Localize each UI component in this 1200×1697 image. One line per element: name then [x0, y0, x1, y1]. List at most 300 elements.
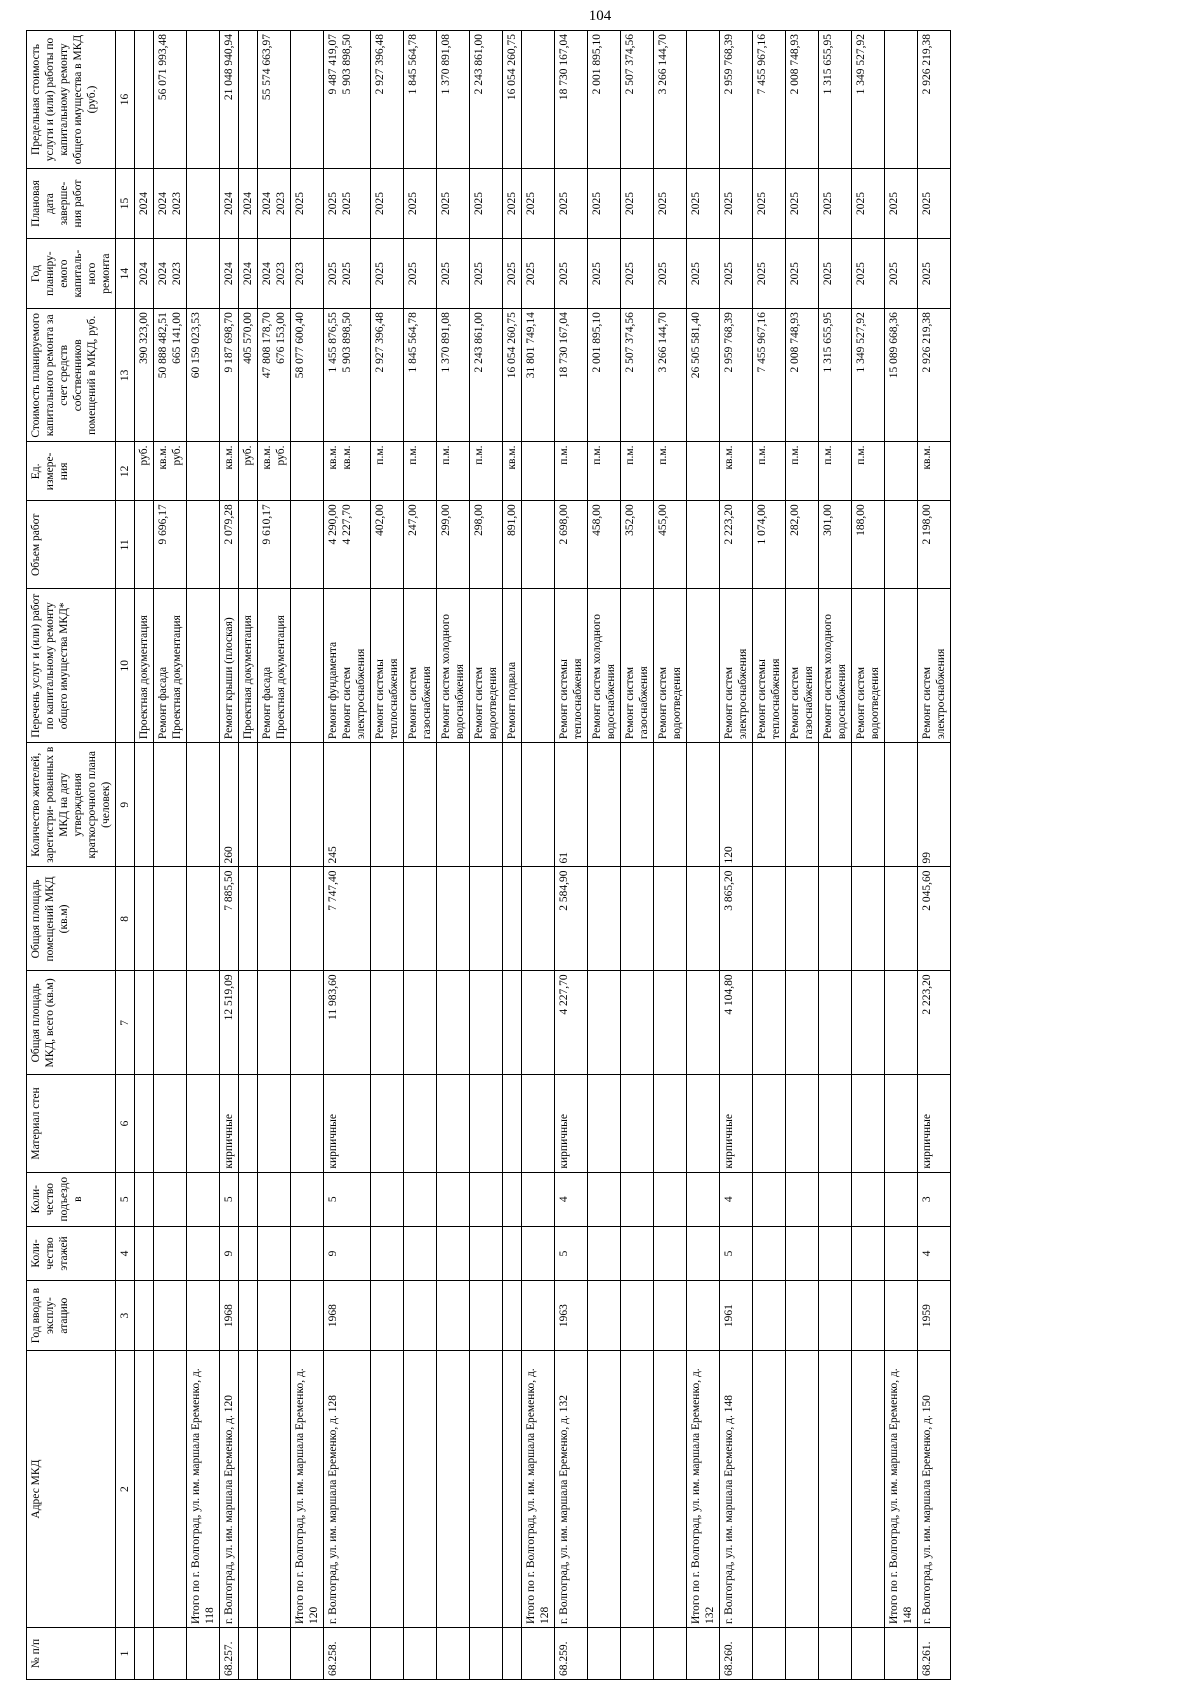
table-row [187, 31, 220, 1680]
area-rooms-cell [522, 867, 555, 971]
unit-cell [291, 442, 324, 501]
area-total-cell [291, 971, 324, 1075]
area-rooms-cell: 7 747,40 [324, 867, 371, 971]
end-year-item: 2025 [690, 192, 702, 216]
work-item: Проектная документация [171, 615, 183, 740]
address-cell [258, 1351, 291, 1628]
limit-cell [437, 31, 470, 169]
header-row [27, 31, 116, 1680]
address-cell [621, 1351, 654, 1628]
year-cell [258, 1281, 291, 1351]
limit-cell [786, 31, 819, 169]
volume-cell [404, 501, 437, 589]
entrances-cell [786, 1172, 819, 1226]
volume-item: 2 198,00 [921, 504, 933, 545]
address-cell [404, 1351, 437, 1628]
plan-year-item: 2025 [440, 262, 452, 286]
end-year-item: 2025 [855, 192, 867, 216]
limit-item: 1 349 527,92 [855, 34, 867, 95]
unit-item: п.м. [473, 445, 485, 465]
floors-cell [291, 1226, 324, 1280]
unit-cell [437, 442, 470, 501]
area-total-cell [687, 971, 720, 1075]
works-cell [258, 589, 291, 743]
table-row [852, 31, 885, 1680]
floors-cell [621, 1226, 654, 1280]
end-year-item: 2025 [624, 192, 636, 216]
cost-cell [503, 309, 522, 442]
volume-cell [522, 501, 555, 589]
unit-cell [154, 442, 187, 501]
floors-cell [503, 1226, 522, 1280]
residents-cell [437, 743, 470, 867]
end-year-item: 2025 [440, 192, 452, 216]
address-cell: г. Волгоград, ул. им. маршала Еременко, д. 128 [324, 1351, 371, 1628]
row-number [135, 1628, 154, 1680]
unit-cell [220, 442, 239, 501]
plan-year-item: 2025 [855, 262, 867, 286]
unit-cell [258, 442, 291, 501]
floors-cell [885, 1226, 918, 1280]
residents-cell [135, 743, 154, 867]
area-total-cell [885, 971, 918, 1075]
cost-item: 2 243 861,00 [473, 312, 485, 373]
table-row [154, 31, 187, 1680]
cost-cell [220, 309, 239, 442]
unit-item: п.м. [440, 445, 452, 465]
residents-cell [522, 743, 555, 867]
table-row [918, 31, 951, 1680]
year-cell [371, 1281, 404, 1351]
unit-item: п.м. [822, 445, 834, 465]
limit-item: 2 927 396,48 [374, 34, 386, 95]
work-item: Ремонт системы теплоснабжения [558, 658, 584, 740]
volume-cell [220, 501, 239, 589]
cost-item: 50 888 482,51 [157, 312, 169, 379]
limit-cell [503, 31, 522, 169]
works-cell [720, 589, 753, 743]
walls-cell [437, 1075, 470, 1172]
area-total-cell [753, 971, 786, 1075]
volume-item: 2 698,00 [558, 504, 570, 545]
plan-year-cell [522, 239, 555, 309]
work-item: Ремонт систем электроснабжения [723, 648, 749, 740]
work-item: Ремонт систем газоснабжения [789, 666, 815, 740]
residents-cell [258, 743, 291, 867]
table-row [819, 31, 852, 1680]
residents-cell [187, 743, 220, 867]
header-cell: Количество жителей, зарегистри- рованных в МКД на дату утверждения краткосрочного плана (человек) [27, 743, 116, 867]
row-number [258, 1628, 291, 1680]
address-cell [154, 1351, 187, 1628]
floors-cell [404, 1226, 437, 1280]
unit-item: кв.м. [223, 445, 235, 470]
floors-cell [687, 1226, 720, 1280]
table-row [437, 31, 470, 1680]
area-total-cell [852, 971, 885, 1075]
plan-year-cell [885, 239, 918, 309]
table-row [291, 31, 324, 1680]
works-cell [522, 589, 555, 743]
residents-cell [154, 743, 187, 867]
plan-year-cell [154, 239, 187, 309]
end-year-item: 2025 [407, 192, 419, 216]
plan-year-item: 2024 [242, 262, 254, 286]
table-row [324, 31, 371, 1680]
volume-cell [786, 501, 819, 589]
end-year-cell [470, 169, 503, 239]
residents-cell [470, 743, 503, 867]
row-number [885, 1628, 918, 1680]
table-row [371, 31, 404, 1680]
year-cell [819, 1281, 852, 1351]
year-cell [154, 1281, 187, 1351]
cost-cell [154, 309, 187, 442]
row-number [239, 1628, 258, 1680]
area-rooms-cell [819, 867, 852, 971]
end-year-cell [220, 169, 239, 239]
end-year-item: 2025 [591, 192, 603, 216]
end-year-item: 2025 [294, 192, 306, 216]
cost-item: 2 926 219,38 [921, 312, 933, 373]
header-cell: Год ввода в эксплу- атацию [27, 1281, 116, 1351]
cost-item: 2 008 748,93 [789, 312, 801, 373]
table-row [404, 31, 437, 1680]
area-rooms-cell: 2 045,60 [918, 867, 951, 971]
end-year-cell [437, 169, 470, 239]
rotated-table-container [26, 30, 1172, 1680]
end-year-cell [135, 169, 154, 239]
year-cell [187, 1281, 220, 1351]
residents-cell: 61 [555, 743, 588, 867]
area-total-cell [654, 971, 687, 1075]
residents-cell [786, 743, 819, 867]
area-total-cell [588, 971, 621, 1075]
work-item: Ремонт фундамента [327, 641, 339, 740]
year-cell [404, 1281, 437, 1351]
end-year-item: 2025 [374, 192, 386, 216]
works-cell [503, 589, 522, 743]
column-number: 9 [116, 743, 135, 867]
entrances-cell [470, 1172, 503, 1226]
walls-cell [371, 1075, 404, 1172]
column-number: 6 [116, 1075, 135, 1172]
limit-item [137, 34, 151, 165]
cost-cell [239, 309, 258, 442]
entrances-cell [258, 1172, 291, 1226]
walls-cell [291, 1075, 324, 1172]
end-year-cell [819, 169, 852, 239]
cost-cell [135, 309, 154, 442]
year-cell [588, 1281, 621, 1351]
address-cell: Итого по г. Волгоград, ул. им. маршала Еременко, д. 120 [291, 1351, 324, 1628]
row-number: 68.260. [720, 1628, 753, 1680]
end-year-item: 2025 [789, 192, 801, 216]
table-row [470, 31, 503, 1680]
volume-item: 188,00 [855, 504, 867, 536]
volume-cell [720, 501, 753, 589]
cost-item: 390 323,00 [138, 312, 150, 364]
limit-cell [470, 31, 503, 169]
limit-item: 2 507 374,56 [624, 34, 636, 95]
works-cell [291, 589, 324, 743]
volume-cell [437, 501, 470, 589]
residents-cell [819, 743, 852, 867]
walls-cell [470, 1075, 503, 1172]
year-cell: 1968 [220, 1281, 239, 1351]
row-number [404, 1628, 437, 1680]
end-year-cell [918, 169, 951, 239]
walls-cell: кирпичные [220, 1075, 239, 1172]
volume-cell [135, 501, 154, 589]
row-number [371, 1628, 404, 1680]
address-cell [371, 1351, 404, 1628]
unit-cell [819, 442, 852, 501]
plan-year-item: 2025 [690, 262, 702, 286]
end-year-item: 2025 [558, 192, 570, 216]
column-number: 5 [116, 1172, 135, 1226]
row-number [588, 1628, 621, 1680]
limit-cell [522, 31, 555, 169]
row-number [154, 1628, 187, 1680]
area-total-cell [187, 971, 220, 1075]
volume-item: 9 696,17 [157, 504, 169, 545]
address-cell [588, 1351, 621, 1628]
walls-cell [135, 1075, 154, 1172]
volume-cell [621, 501, 654, 589]
floors-cell: 5 [720, 1226, 753, 1280]
cost-item: 1 349 527,92 [855, 312, 867, 373]
end-year-cell [154, 169, 187, 239]
limit-cell [918, 31, 951, 169]
plan-year-cell [621, 239, 654, 309]
area-rooms-cell [852, 867, 885, 971]
table-row [885, 31, 918, 1680]
cost-item: 9 187 698,70 [223, 312, 235, 373]
year-cell [885, 1281, 918, 1351]
unit-item: п.м. [374, 445, 386, 465]
end-year-cell [753, 169, 786, 239]
work-item: Ремонт систем водоотведения [657, 666, 683, 740]
area-rooms-cell [621, 867, 654, 971]
table-row [786, 31, 819, 1680]
table-row [258, 31, 291, 1680]
cost-cell [522, 309, 555, 442]
year-cell [470, 1281, 503, 1351]
plan-year-cell [470, 239, 503, 309]
address-cell [786, 1351, 819, 1628]
limit-item: 21 048 940,94 [223, 34, 235, 101]
area-rooms-cell [885, 867, 918, 971]
header-cell: Коли- чество этажей [27, 1226, 116, 1280]
plan-year-cell [437, 239, 470, 309]
works-cell [135, 589, 154, 743]
volume-cell [239, 501, 258, 589]
entrances-cell [885, 1172, 918, 1226]
end-year-cell [522, 169, 555, 239]
header-cell: Плановая дата заверше- ния работ [27, 169, 116, 239]
row-number [654, 1628, 687, 1680]
unit-item: п.м. [558, 445, 570, 465]
entrances-cell [154, 1172, 187, 1226]
volume-item: 458,00 [591, 504, 603, 536]
limit-cell [239, 31, 258, 169]
volume-cell [555, 501, 588, 589]
works-cell [404, 589, 437, 743]
floors-cell [588, 1226, 621, 1280]
capital-repair-table [26, 30, 951, 1680]
works-cell [621, 589, 654, 743]
floors-cell: 5 [555, 1226, 588, 1280]
row-number [503, 1628, 522, 1680]
floors-cell [852, 1226, 885, 1280]
limit-item: 9 487 419,07 [327, 34, 339, 95]
volume-cell [885, 501, 918, 589]
unit-item: п.м. [657, 445, 669, 465]
unit-cell [720, 442, 753, 501]
cost-item: 31 801 749,14 [525, 312, 537, 379]
volume-cell [371, 501, 404, 589]
row-number [437, 1628, 470, 1680]
plan-year-cell [720, 239, 753, 309]
table-row [687, 31, 720, 1680]
cost-cell [654, 309, 687, 442]
year-cell [687, 1281, 720, 1351]
entrances-cell [404, 1172, 437, 1226]
unit-item: кв.м. [921, 445, 933, 470]
walls-cell [687, 1075, 720, 1172]
plan-year-cell [220, 239, 239, 309]
cost-cell [753, 309, 786, 442]
entrances-cell [588, 1172, 621, 1226]
end-year-cell [239, 169, 258, 239]
table-body [135, 31, 951, 1680]
unit-item: кв.м. [327, 445, 339, 470]
address-cell [437, 1351, 470, 1628]
column-number: 2 [116, 1351, 135, 1628]
end-year-cell [852, 169, 885, 239]
end-year-cell [187, 169, 220, 239]
plan-year-cell [753, 239, 786, 309]
area-total-cell [470, 971, 503, 1075]
works-cell [371, 589, 404, 743]
plan-year-item: 2025 [888, 262, 900, 286]
address-cell: г. Волгоград, ул. им. маршала Еременко, д. 150 [918, 1351, 951, 1628]
area-rooms-cell [291, 867, 324, 971]
plan-year-item: 2023 [171, 262, 183, 286]
limit-item: 1 315 655,95 [822, 34, 834, 95]
walls-cell [588, 1075, 621, 1172]
limit-item: 2 001 895,10 [591, 34, 603, 95]
table-row [654, 31, 687, 1680]
entrances-cell: 3 [918, 1172, 951, 1226]
floors-cell [753, 1226, 786, 1280]
limit-cell [753, 31, 786, 169]
volume-item: 301,00 [822, 504, 834, 536]
volume-cell [654, 501, 687, 589]
year-cell: 1963 [555, 1281, 588, 1351]
cost-cell [404, 309, 437, 442]
year-cell: 1959 [918, 1281, 951, 1351]
cost-item: 60 159 023,53 [190, 312, 202, 379]
volume-cell [852, 501, 885, 589]
cost-item: 3 266 144,70 [657, 312, 669, 373]
row-number [522, 1628, 555, 1680]
table-row [239, 31, 258, 1680]
walls-cell [852, 1075, 885, 1172]
volume-cell [470, 501, 503, 589]
end-year-item: 2024 [157, 192, 169, 216]
cost-item: 1 845 564,78 [407, 312, 419, 373]
residents-cell [404, 743, 437, 867]
year-cell [291, 1281, 324, 1351]
volume-item: 298,00 [473, 504, 485, 536]
walls-cell: кирпичные [555, 1075, 588, 1172]
residents-cell [885, 743, 918, 867]
entrances-cell [371, 1172, 404, 1226]
unit-item: п.м. [591, 445, 603, 465]
entrances-cell [503, 1172, 522, 1226]
works-cell [654, 589, 687, 743]
limit-cell [258, 31, 291, 169]
volume-cell [687, 501, 720, 589]
area-rooms-cell [135, 867, 154, 971]
unit-cell [404, 442, 437, 501]
limit-cell [404, 31, 437, 169]
entrances-cell: 4 [555, 1172, 588, 1226]
area-rooms-cell [187, 867, 220, 971]
works-cell [918, 589, 951, 743]
walls-cell [187, 1075, 220, 1172]
end-year-cell [588, 169, 621, 239]
residents-cell [371, 743, 404, 867]
table-row [522, 31, 555, 1680]
limit-cell [720, 31, 753, 169]
address-cell: Итого по г. Волгоград, ул. им. маршала Еременко, д. 128 [522, 1351, 555, 1628]
volume-item: 4 290,00 [327, 504, 339, 545]
cost-cell [885, 309, 918, 442]
plan-year-item: 2024 [223, 262, 235, 286]
column-number: 12 [116, 442, 135, 501]
unit-item: п.м. [624, 445, 636, 465]
address-cell [503, 1351, 522, 1628]
limit-cell [291, 31, 324, 169]
end-year-item: 2025 [506, 192, 518, 216]
work-item: Ремонт систем электроснабжения [921, 648, 947, 740]
cost-item: 2 959 768,39 [723, 312, 735, 373]
volume-cell [258, 501, 291, 589]
plan-year-item: 2025 [921, 262, 933, 286]
unit-cell [187, 442, 220, 501]
area-total-cell [621, 971, 654, 1075]
work-item: Ремонт подвала [506, 661, 518, 740]
entrances-cell [852, 1172, 885, 1226]
address-cell [135, 1351, 154, 1628]
limit-cell [555, 31, 588, 169]
end-year-cell [291, 169, 324, 239]
unit-cell [324, 442, 371, 501]
work-item: Ремонт систем водоотведения [473, 666, 499, 740]
plan-year-cell [555, 239, 588, 309]
work-item: Проектная документация [138, 615, 150, 740]
row-number [470, 1628, 503, 1680]
plan-year-item: 2025 [506, 262, 518, 286]
year-cell [621, 1281, 654, 1351]
entrances-cell [687, 1172, 720, 1226]
cost-item: 2 927 396,48 [374, 312, 386, 373]
volume-cell [819, 501, 852, 589]
area-rooms-cell: 3 865,20 [720, 867, 753, 971]
